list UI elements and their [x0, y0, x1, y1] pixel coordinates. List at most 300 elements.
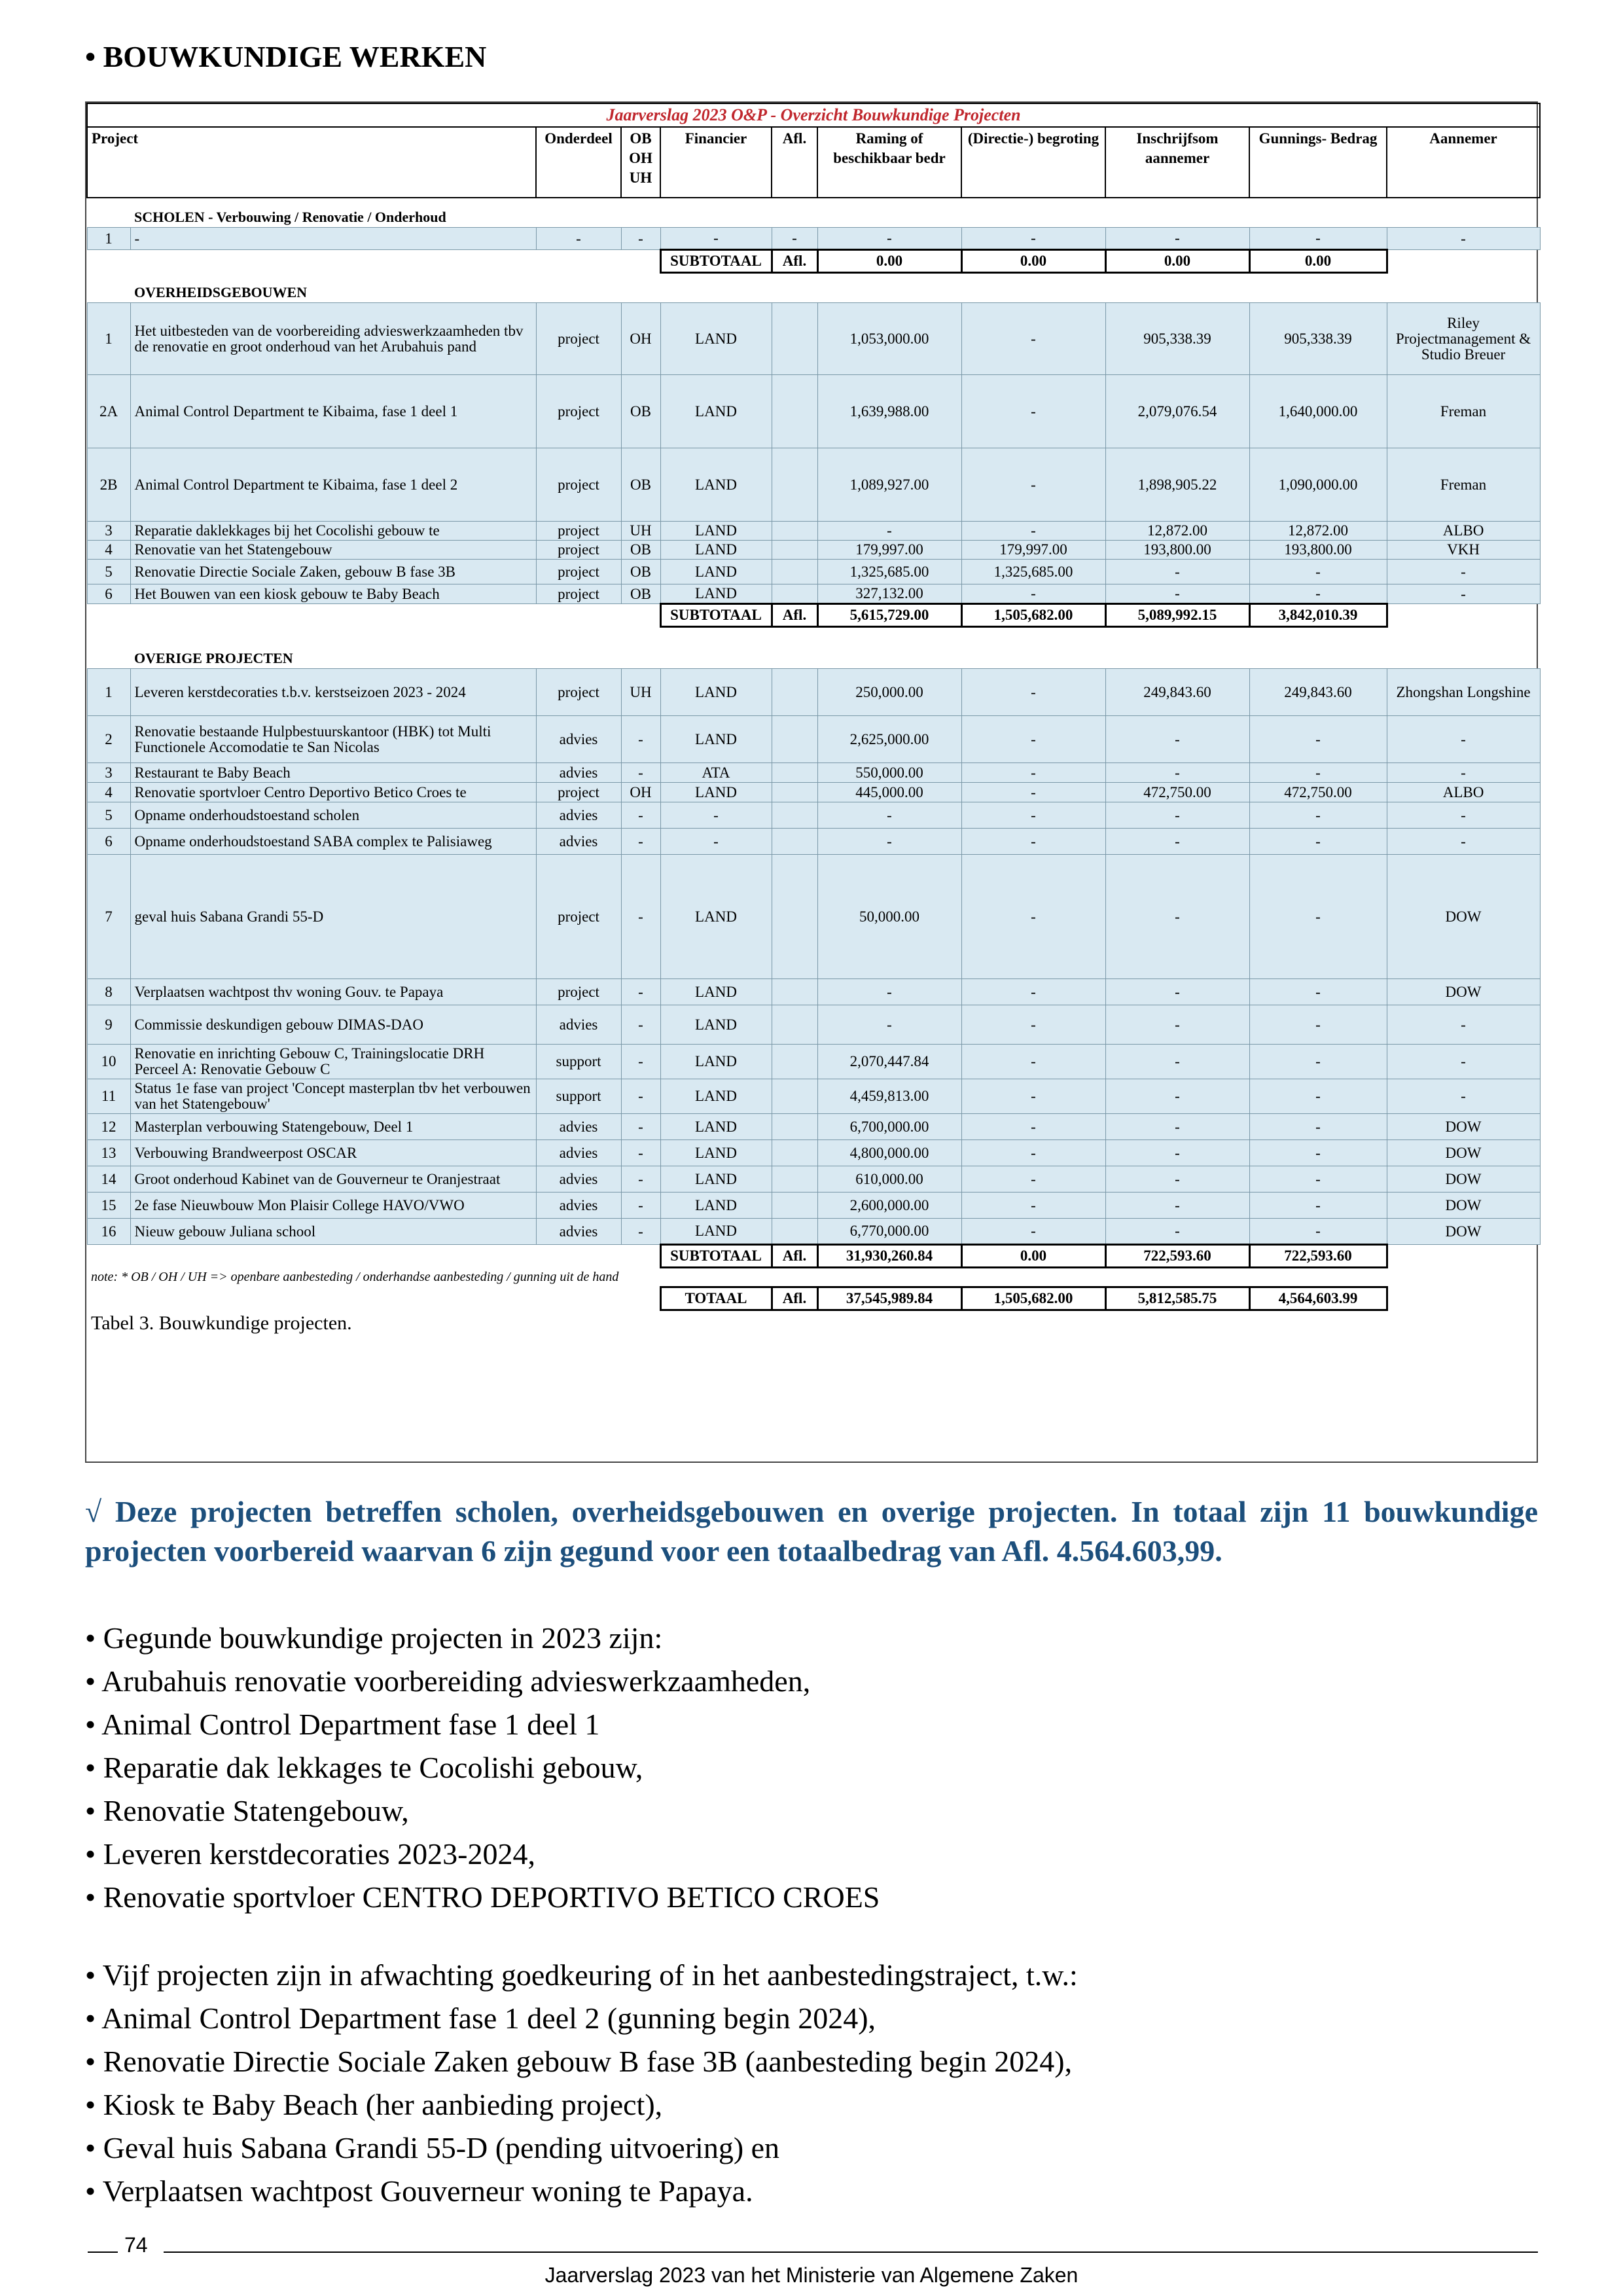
- gunningsbedrag: -: [1249, 1005, 1387, 1045]
- table-note: note: * OB / OH / UH => openbare aanbesteding / onderhandse aanbesteding / gunning uit de hand: [91, 1270, 619, 1284]
- subtotal-row-raming: 0.00: [817, 250, 961, 273]
- aannemer: Zhongshan Longshine: [1387, 669, 1540, 716]
- total-row-afl: Afl.: [772, 1287, 817, 1310]
- footer-text: Jaarverslag 2023 van het Ministerie van Algemene Zaken: [544, 2263, 1079, 2287]
- section-title-row: [87, 639, 1540, 669]
- project-description: Het uitbesteden van de voorbereiding advieswerkzaamheden tbv de renovatie en groot onderhoud van het Arubahuis pand: [130, 303, 536, 375]
- begroting: -: [961, 1166, 1105, 1193]
- spacer: [1387, 1245, 1540, 1268]
- row-number: 8: [87, 979, 130, 1005]
- subtotal-row-begr: 0.00: [961, 250, 1105, 273]
- ob-oh-uh: OB: [621, 541, 660, 560]
- list-item: • Renovatie Statengebouw,: [85, 1794, 409, 1827]
- inschrijfsom: -: [1105, 855, 1249, 979]
- ob-oh-uh: OB: [621, 375, 660, 448]
- projects-table-frame: [85, 101, 1538, 1463]
- afwachting-list: [85, 1954, 1538, 2213]
- financier: LAND: [660, 375, 772, 448]
- project-description: Groot onderhoud Kabinet van de Gouverneur te Oranjestraat: [130, 1166, 536, 1193]
- raming: 2,625,000.00: [817, 716, 961, 763]
- list-item: • Geval huis Sabana Grandi 55-D (pending uitvoering) en: [85, 2131, 780, 2164]
- ob-oh-uh: OH: [621, 783, 660, 802]
- subtotal-row-inschr: 722,593.60: [1105, 1245, 1249, 1268]
- inschrijfsom: -: [1105, 1166, 1249, 1193]
- afl: [772, 375, 817, 448]
- gunningsbedrag: -: [1249, 584, 1387, 604]
- onderdeel: advies: [536, 1140, 621, 1166]
- ob-oh-uh: -: [621, 1079, 660, 1114]
- aannemer: -: [1387, 1045, 1540, 1079]
- gunningsbedrag: -: [1249, 716, 1387, 763]
- financier: LAND: [660, 1166, 772, 1193]
- raming: 2,600,000.00: [817, 1193, 961, 1219]
- raming: 550,000.00: [817, 763, 961, 783]
- begroting: -: [961, 1045, 1105, 1079]
- onderdeel: support: [536, 1079, 621, 1114]
- table-row: [87, 1079, 1540, 1114]
- afl: [772, 1045, 817, 1079]
- table-row: [87, 560, 1540, 584]
- financier: -: [660, 829, 772, 855]
- raming: 250,000.00: [817, 669, 961, 716]
- afwachting-intro: • Vijf projecten zijn in afwachting goedkeuring of in het aanbestedingstraject, t.w.:: [85, 1958, 1078, 1992]
- table-row: [87, 802, 1540, 829]
- financier: LAND: [660, 716, 772, 763]
- subtotal-row-begr: 1,505,682.00: [961, 604, 1105, 627]
- raming: 4,459,813.00: [817, 1079, 961, 1114]
- financier: LAND: [660, 783, 772, 802]
- project-description: Renovatie Directie Sociale Zaken, gebouw B fase 3B: [130, 560, 536, 584]
- subtotal-row-begr: 0.00: [961, 1245, 1105, 1268]
- spacer: [1387, 604, 1540, 627]
- spacer: [87, 1245, 660, 1268]
- row-number: 5: [87, 560, 130, 584]
- onderdeel: advies: [536, 1005, 621, 1045]
- total-row-raming: 37,545,989.84: [817, 1287, 961, 1310]
- afl: [772, 763, 817, 783]
- section-title: OVERIGE PROJECTEN: [134, 650, 293, 666]
- afl: [772, 669, 817, 716]
- onderdeel: advies: [536, 802, 621, 829]
- section-title-row: [87, 198, 1540, 228]
- aannemer: -: [1387, 560, 1540, 584]
- afl: [772, 1005, 817, 1045]
- gegund-intro: • Gegunde bouwkundige projecten in 2023 zijn:: [85, 1621, 663, 1655]
- row-number: 10: [87, 1045, 130, 1079]
- subtotal-row-label: SUBTOTAAL: [660, 604, 772, 627]
- aannemer: DOW: [1387, 1114, 1540, 1140]
- begroting: -: [961, 448, 1105, 522]
- table-row: [87, 448, 1540, 522]
- project-description: Het Bouwen van een kiosk gebouw te Baby Beach: [130, 584, 536, 604]
- table-row: [87, 1166, 1540, 1193]
- table-row: [87, 763, 1540, 783]
- inschrijfsom: -: [1105, 1045, 1249, 1079]
- onderdeel: project: [536, 855, 621, 979]
- inschrijfsom: 905,338.39: [1105, 303, 1249, 375]
- financier: LAND: [660, 303, 772, 375]
- col-afl: Afl.: [772, 127, 817, 198]
- list-item: • Arubahuis renovatie voorbereiding advieswerkzaamheden,: [85, 1664, 811, 1698]
- raming: 610,000.00: [817, 1166, 961, 1193]
- financier: LAND: [660, 1193, 772, 1219]
- aannemer: ALBO: [1387, 522, 1540, 541]
- subtotal-row-raming: 5,615,729.00: [817, 604, 961, 627]
- financier: LAND: [660, 522, 772, 541]
- afl: [772, 1114, 817, 1140]
- subtotal-row-label: SUBTOTAAL: [660, 1245, 772, 1268]
- inschrijfsom: -: [1105, 1219, 1249, 1245]
- onderdeel: project: [536, 303, 621, 375]
- gunningsbedrag: 12,872.00: [1249, 522, 1387, 541]
- project-description: 2e fase Nieuwbouw Mon Plaisir College HAVO/VWO: [130, 1193, 536, 1219]
- table-caption: Tabel 3. Bouwkundige projecten.: [91, 1312, 352, 1334]
- begroting: -: [961, 1114, 1105, 1140]
- inschrijfsom: -: [1105, 763, 1249, 783]
- financier: LAND: [660, 855, 772, 979]
- spacer: [1387, 1287, 1540, 1310]
- ob-oh-uh: -: [621, 1045, 660, 1079]
- table-body: [87, 198, 1540, 1336]
- afl: [772, 1219, 817, 1245]
- spacer: [87, 639, 130, 669]
- financier: LAND: [660, 1140, 772, 1166]
- project-description: Renovatie bestaande Hulpbestuurskantoor (HBK) tot Multi Functionele Accomodatie te San Nicolas: [130, 716, 536, 763]
- ob-oh-uh: -: [621, 855, 660, 979]
- col-begroting: (Directie-) begroting: [961, 127, 1105, 198]
- total-row: [87, 1287, 1540, 1310]
- col-raming: Raming of beschikbaar bedr: [817, 127, 961, 198]
- afl: [772, 1079, 817, 1114]
- list-item: • Renovatie sportvloer CENTRO DEPORTIVO BETICO CROES: [85, 1880, 880, 1914]
- table-row: [87, 716, 1540, 763]
- onderdeel: advies: [536, 1219, 621, 1245]
- gunningsbedrag: -: [1249, 829, 1387, 855]
- onderdeel: project: [536, 669, 621, 716]
- subtotal-row-afl: Afl.: [772, 250, 817, 273]
- ob-oh-uh: -: [621, 1166, 660, 1193]
- inschrijfsom: -: [1105, 829, 1249, 855]
- project-description: -: [130, 228, 536, 250]
- ob-oh-uh: -: [621, 1193, 660, 1219]
- afl: [772, 560, 817, 584]
- aannemer: DOW: [1387, 1166, 1540, 1193]
- summary-paragraph: √ Deze projecten betreffen scholen, overheidsgebouwen en overige projecten. In totaal zijn 11 bouwkundige projecten voorbereid waarvan 6 zijn gegund voor een totaalbedrag van Afl. 4.564.603,99.: [85, 1495, 1538, 1568]
- afl: [772, 979, 817, 1005]
- section-title: OVERHEIDSGEBOUWEN: [134, 284, 308, 300]
- afl: [772, 1193, 817, 1219]
- gegund-list: [85, 1617, 1538, 1919]
- project-description: geval huis Sabana Grandi 55-D: [130, 855, 536, 979]
- project-description: Commissie deskundigen gebouw DIMAS-DAO: [130, 1005, 536, 1045]
- aannemer: VKH: [1387, 541, 1540, 560]
- begroting: 179,997.00: [961, 541, 1105, 560]
- row-number: 2A: [87, 375, 130, 448]
- begroting: -: [961, 584, 1105, 604]
- project-description: Renovatie en inrichting Gebouw C, Trainingslocatie DRH Perceel A: Renovatie Gebouw C: [130, 1045, 536, 1079]
- raming: 327,132.00: [817, 584, 961, 604]
- financier: LAND: [660, 541, 772, 560]
- ob-oh-uh: -: [621, 228, 660, 250]
- onderdeel: project: [536, 979, 621, 1005]
- aannemer: -: [1387, 584, 1540, 604]
- row-number: 7: [87, 855, 130, 979]
- aannemer: Riley Projectmanagement & Studio Breuer: [1387, 303, 1540, 375]
- ob-oh-uh: UH: [621, 669, 660, 716]
- aannemer: DOW: [1387, 1193, 1540, 1219]
- subtotal-row-afl: Afl.: [772, 604, 817, 627]
- afl: [772, 303, 817, 375]
- inschrijfsom: 12,872.00: [1105, 522, 1249, 541]
- begroting: -: [961, 979, 1105, 1005]
- row-number: 3: [87, 522, 130, 541]
- inschrijfsom: -: [1105, 584, 1249, 604]
- inschrijfsom: 472,750.00: [1105, 783, 1249, 802]
- gunningsbedrag: 193,800.00: [1249, 541, 1387, 560]
- ob-oh-uh: -: [621, 1005, 660, 1045]
- subtotal-row-inschr: 0.00: [1105, 250, 1249, 273]
- project-description: Verplaatsen wachtpost thv woning Gouv. te Papaya: [130, 979, 536, 1005]
- footer-rule: [164, 2251, 1538, 2253]
- subtotal-row: [87, 250, 1540, 273]
- gunningsbedrag: -: [1249, 802, 1387, 829]
- gunningsbedrag: -: [1249, 1193, 1387, 1219]
- list-item: • Animal Control Department fase 1 deel 1: [85, 1708, 600, 1741]
- col-financier: Financier: [660, 127, 772, 198]
- row-number: 16: [87, 1219, 130, 1245]
- aannemer: -: [1387, 1005, 1540, 1045]
- subtotal-row-gunning: 722,593.60: [1249, 1245, 1387, 1268]
- table-row: [87, 1005, 1540, 1045]
- financier: LAND: [660, 1005, 772, 1045]
- spacer: [87, 273, 130, 303]
- subtotal-row: [87, 604, 1540, 627]
- table-row: [87, 303, 1540, 375]
- inschrijfsom: 1,898,905.22: [1105, 448, 1249, 522]
- raming: -: [817, 829, 961, 855]
- row-number: 1: [87, 228, 130, 250]
- afl: [772, 716, 817, 763]
- ob-oh-uh: OB: [621, 584, 660, 604]
- ob-oh-uh: OB: [621, 560, 660, 584]
- inschrijfsom: -: [1105, 716, 1249, 763]
- afl: [772, 802, 817, 829]
- table-row: [87, 1140, 1540, 1166]
- gunningsbedrag: 249,843.60: [1249, 669, 1387, 716]
- gunningsbedrag: 1,640,000.00: [1249, 375, 1387, 448]
- row-number: 1: [87, 669, 130, 716]
- row-number: 9: [87, 1005, 130, 1045]
- gunningsbedrag: -: [1249, 1166, 1387, 1193]
- onderdeel: advies: [536, 763, 621, 783]
- gap-cell: [87, 627, 1540, 640]
- ob-oh-uh: -: [621, 716, 660, 763]
- financier: LAND: [660, 1045, 772, 1079]
- section-heading: • BOUWKUNDIGE WERKEN: [85, 40, 487, 73]
- row-number: 14: [87, 1166, 130, 1193]
- table-row: [87, 541, 1540, 560]
- inschrijfsom: 2,079,076.54: [1105, 375, 1249, 448]
- aannemer: -: [1387, 829, 1540, 855]
- aannemer: -: [1387, 716, 1540, 763]
- footer-dash: [88, 2251, 118, 2253]
- row-number: 4: [87, 783, 130, 802]
- raming: 1,325,685.00: [817, 560, 961, 584]
- project-description: Masterplan verbouwing Statengebouw, Deel 1: [130, 1114, 536, 1140]
- table-row: [87, 829, 1540, 855]
- row-number: 15: [87, 1193, 130, 1219]
- col-inschrijfsom: Inschrijfsom aannemer: [1105, 127, 1249, 198]
- financier: LAND: [660, 979, 772, 1005]
- spacer: [87, 250, 660, 273]
- col-gunning: Gunnings- Bedrag: [1249, 127, 1387, 198]
- raming: 1,639,988.00: [817, 375, 961, 448]
- table-row: [87, 1219, 1540, 1245]
- gunningsbedrag: -: [1249, 1079, 1387, 1114]
- spacer: [87, 198, 130, 228]
- aannemer: DOW: [1387, 1140, 1540, 1166]
- gunningsbedrag: -: [1249, 1140, 1387, 1166]
- raming: 445,000.00: [817, 783, 961, 802]
- project-description: Status 1e fase van project 'Concept masterplan tbv het verbouwen van het Statengebouw': [130, 1079, 536, 1114]
- begroting: -: [961, 522, 1105, 541]
- raming: 1,089,927.00: [817, 448, 961, 522]
- project-description: Renovatie sportvloer Centro Deportivo Betico Croes te: [130, 783, 536, 802]
- table-row: [87, 1114, 1540, 1140]
- afl: [772, 1166, 817, 1193]
- project-description: Nieuw gebouw Juliana school: [130, 1219, 536, 1245]
- gunningsbedrag: 472,750.00: [1249, 783, 1387, 802]
- begroting: -: [961, 1005, 1105, 1045]
- financier: -: [660, 228, 772, 250]
- onderdeel: project: [536, 522, 621, 541]
- total-row-gunning: 4,564,603.99: [1249, 1287, 1387, 1310]
- row-number: 6: [87, 829, 130, 855]
- aannemer: Freman: [1387, 448, 1540, 522]
- caption-row: [87, 1310, 1540, 1336]
- note-row: [87, 1268, 1540, 1287]
- afl: -: [772, 228, 817, 250]
- onderdeel: project: [536, 541, 621, 560]
- aannemer: Freman: [1387, 375, 1540, 448]
- row-number: 3: [87, 763, 130, 783]
- financier: LAND: [660, 1079, 772, 1114]
- financier: LAND: [660, 1114, 772, 1140]
- onderdeel: advies: [536, 1114, 621, 1140]
- onderdeel: project: [536, 783, 621, 802]
- table-row: [87, 979, 1540, 1005]
- table-row: [87, 375, 1540, 448]
- afl: [772, 541, 817, 560]
- project-description: Animal Control Department te Kibaima, fase 1 deel 2: [130, 448, 536, 522]
- raming: 6,770,000.00: [817, 1219, 961, 1245]
- total-row-begr: 1,505,682.00: [961, 1287, 1105, 1310]
- section-title-row: [87, 273, 1540, 303]
- financier: LAND: [660, 669, 772, 716]
- subtotal-row-raming: 31,930,260.84: [817, 1245, 961, 1268]
- gunningsbedrag: -: [1249, 1114, 1387, 1140]
- gunningsbedrag: 1,090,000.00: [1249, 448, 1387, 522]
- section-title: SCHOLEN - Verbouwing / Renovatie / Onderhoud: [134, 209, 446, 225]
- gunningsbedrag: 905,338.39: [1249, 303, 1387, 375]
- project-description: Opname onderhoudstoestand scholen: [130, 802, 536, 829]
- afl: [772, 448, 817, 522]
- raming: -: [817, 802, 961, 829]
- begroting: -: [961, 802, 1105, 829]
- afl: [772, 1140, 817, 1166]
- page-number: 74: [124, 2233, 148, 2257]
- list-item: • Leveren kerstdecoraties 2023-2024,: [85, 1837, 535, 1871]
- onderdeel: advies: [536, 1166, 621, 1193]
- onderdeel: -: [536, 228, 621, 250]
- financier: ATA: [660, 763, 772, 783]
- onderdeel: project: [536, 584, 621, 604]
- list-item: • Animal Control Department fase 1 deel 2 (gunning begin 2024),: [85, 2001, 876, 2035]
- table-title: Jaarverslag 2023 O&P - Overzicht Bouwkundige Projecten: [87, 103, 1540, 127]
- ob-oh-uh: -: [621, 829, 660, 855]
- ob-oh-uh: -: [621, 1140, 660, 1166]
- begroting: -: [961, 669, 1105, 716]
- raming: 2,070,447.84: [817, 1045, 961, 1079]
- ob-oh-uh: -: [621, 763, 660, 783]
- raming: 6,700,000.00: [817, 1114, 961, 1140]
- projects-table: [86, 103, 1541, 1336]
- gunningsbedrag: -: [1249, 763, 1387, 783]
- afl: [772, 584, 817, 604]
- ob-oh-uh: -: [621, 1219, 660, 1245]
- raming: -: [817, 522, 961, 541]
- begroting: -: [961, 1140, 1105, 1166]
- row-number: 6: [87, 584, 130, 604]
- col-project: Project: [87, 127, 536, 198]
- financier: LAND: [660, 584, 772, 604]
- row-number: 12: [87, 1114, 130, 1140]
- afl: [772, 522, 817, 541]
- raming: -: [817, 1005, 961, 1045]
- afl: [772, 783, 817, 802]
- inschrijfsom: -: [1105, 802, 1249, 829]
- total-row-inschr: 5,812,585.75: [1105, 1287, 1249, 1310]
- row-number: 1: [87, 303, 130, 375]
- row-number: 4: [87, 541, 130, 560]
- aannemer: -: [1387, 763, 1540, 783]
- afl: [772, 829, 817, 855]
- row-number: 13: [87, 1140, 130, 1166]
- onderdeel: project: [536, 560, 621, 584]
- inschrijfsom: -: [1105, 1193, 1249, 1219]
- ob-oh-uh: UH: [621, 522, 660, 541]
- inschrijfsom: 193,800.00: [1105, 541, 1249, 560]
- project-description: Opname onderhoudstoestand SABA complex te Palisiaweg: [130, 829, 536, 855]
- table-row: [87, 1193, 1540, 1219]
- onderdeel: project: [536, 375, 621, 448]
- inschrijfsom: -: [1105, 560, 1249, 584]
- onderdeel: advies: [536, 1193, 621, 1219]
- financier: LAND: [660, 448, 772, 522]
- table-row: [87, 1045, 1540, 1079]
- raming: -: [817, 979, 961, 1005]
- section-gap: [87, 627, 1540, 640]
- project-description: Reparatie daklekkages bij het Cocolishi gebouw te: [130, 522, 536, 541]
- gunningsbedrag: -: [1249, 979, 1387, 1005]
- row-number: 11: [87, 1079, 130, 1114]
- project-description: Leveren kerstdecoraties t.b.v. kerstseizoen 2023 - 2024: [130, 669, 536, 716]
- inschrijfsom: -: [1105, 979, 1249, 1005]
- gunningsbedrag: -: [1249, 855, 1387, 979]
- table-row: [87, 522, 1540, 541]
- aannemer: -: [1387, 1079, 1540, 1114]
- col-aannemer: Aannemer: [1387, 127, 1540, 198]
